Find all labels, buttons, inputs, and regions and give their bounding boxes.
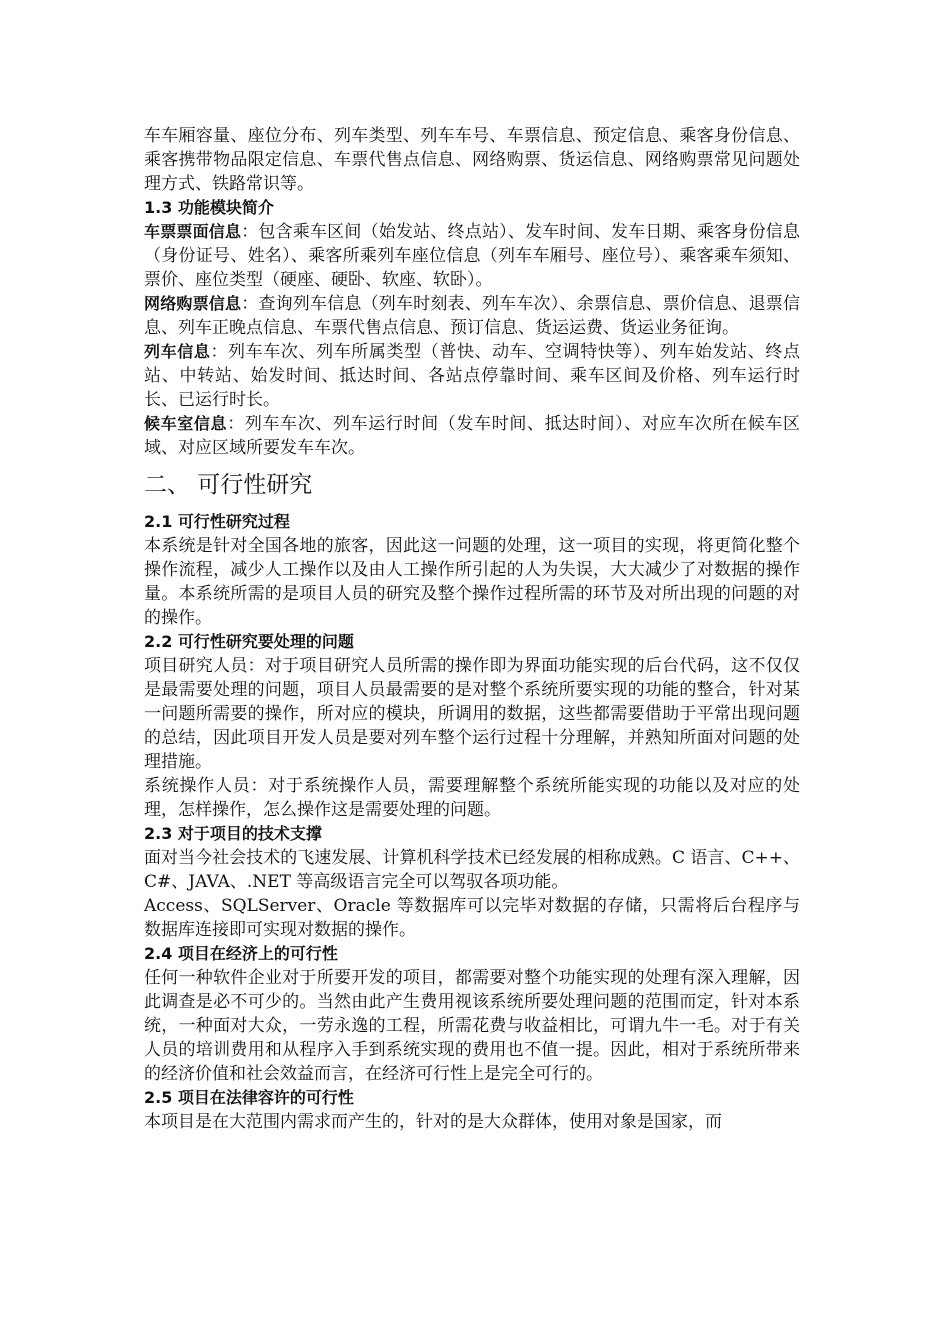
paragraph-2-5: 本项目是在大范围内需求而产生的，针对的是大众群体，使用对象是国家，而	[144, 1112, 722, 1132]
intro-paragraph: 车车厢容量、座位分布、列车类型、列车车号、车票信息、预定信息、乘客身份信息、乘客携带物品限定信息、车票代售点信息、网络购票、货运信息、网络购票常见问题处理方式、铁路常识等。	[144, 126, 800, 194]
module-colon: ：	[241, 294, 259, 314]
module-colon: ：	[210, 342, 229, 362]
module-item-ticket	[144, 220, 800, 292]
section-2-heading: 二、 可行性研究	[144, 472, 313, 498]
heading-2-1: 2.1 可行性研究过程	[144, 512, 290, 531]
module-term: 候车室信息	[144, 414, 228, 433]
heading-2-3: 2.3 对于项目的技术支撑	[144, 824, 322, 843]
module-item-waiting-room	[144, 412, 800, 460]
heading-2-2: 2.2 可行性研究要处理的问题	[144, 632, 354, 651]
module-text: 列车车次、列车所属类型（普快、动车、空调特快等）、列车始发站、终点站、中转站、始发时间、抵达时间、各站点停靠时间、乘车区间及价格、列车运行时长、已运行时长。	[144, 342, 800, 410]
heading-2-5: 2.5 项目在法律容许的可行性	[144, 1088, 354, 1107]
module-text: 包含乘车区间（始发站、终点站）、发车时间、发车日期、乘客身份信息（身份证号、姓名）、乘客所乘列车座位信息（列车车厢号、座位号）、乘客乘车须知、票价、座位类型（硬座、硬卧、软座、软卧）。	[144, 222, 800, 290]
module-text: 查询列车信息（列车时刻表、列车车次）、余票信息、票价信息、退票信息、列车正晚点信息、车票代售点信息、预订信息、货运运费、货运业务征询。	[144, 294, 800, 338]
module-text: 列车车次、列车运行时间（发车时间、抵达时间）、对应车次所在候车区域、对应区域所要发车车次。	[144, 414, 801, 458]
module-colon: ：	[227, 414, 245, 434]
module-term: 列车信息	[144, 342, 211, 361]
module-item-train	[144, 340, 800, 412]
paragraph-2-2-researchers: 项目研究人员：对于项目研究人员所需的操作即为界面功能实现的后台代码，这不仅仅是最需要处理的问题，项目人员最需要的是对整个系统所要实现的功能的整合，针对某一问题所需要的操作，所对应的模块，所调用的数据，这些都需要借助于平常出现问题的总结，因此项目开发人员是要对列车整个运行过程十分理解，并熟知所面对问题的处理措施。	[144, 656, 800, 772]
module-item-online	[144, 292, 800, 340]
heading-2-4: 2.4 项目在经济上的可行性	[144, 944, 338, 963]
module-colon: ：	[241, 222, 259, 242]
module-term: 网络购票信息	[144, 294, 242, 313]
document-page	[144, 124, 800, 1134]
paragraph-2-3-databases: Access、SQLServer、Oracle 等数据库可以完毕对数据的存储，只需将后台程序与数据库连接即可实现对数据的操作。	[144, 896, 800, 940]
heading-1-3: 1.3 功能模块简介	[144, 198, 274, 217]
paragraph-2-2-operators: 系统操作人员：对于系统操作人员，需要理解整个系统所能实现的功能以及对应的处理，怎样操作，怎么操作这是需要处理的问题。	[144, 776, 800, 820]
paragraph-2-3-languages: 面对当今社会技术的飞速发展、计算机科学技术已经发展的相称成熟。C 语言、C++、C#、JAVA、.NET 等高级语言完全可以驾驭各项功能。	[144, 848, 800, 892]
module-term: 车票票面信息	[144, 222, 242, 241]
paragraph-2-4: 任何一种软件企业对于所要开发的项目，都需要对整个功能实现的处理有深入理解，因此调查是必不可少的。当然由此产生费用视该系统所要处理问题的范围而定，针对本系统，一种面对大众，一劳永逸的工程，所需花费与收益相比，可谓九牛一毛。对于有关人员的培训费用和从程序入手到系统实现的费用也不值一提。因此，相对于系统所带来的经济价值和社会效益而言，在经济可行性上是完全可行的。	[144, 968, 800, 1084]
paragraph-2-1: 本系统是针对全国各地的旅客，因此这一问题的处理，这一项目的实现，将更简化整个操作流程，减少人工操作以及由人工操作所引起的人为失误，大大减少了对数据的操作量。本系统所需的是项目人员的研究及整个操作过程所需的环节及对所出现的问题的对的操作。	[144, 536, 800, 628]
